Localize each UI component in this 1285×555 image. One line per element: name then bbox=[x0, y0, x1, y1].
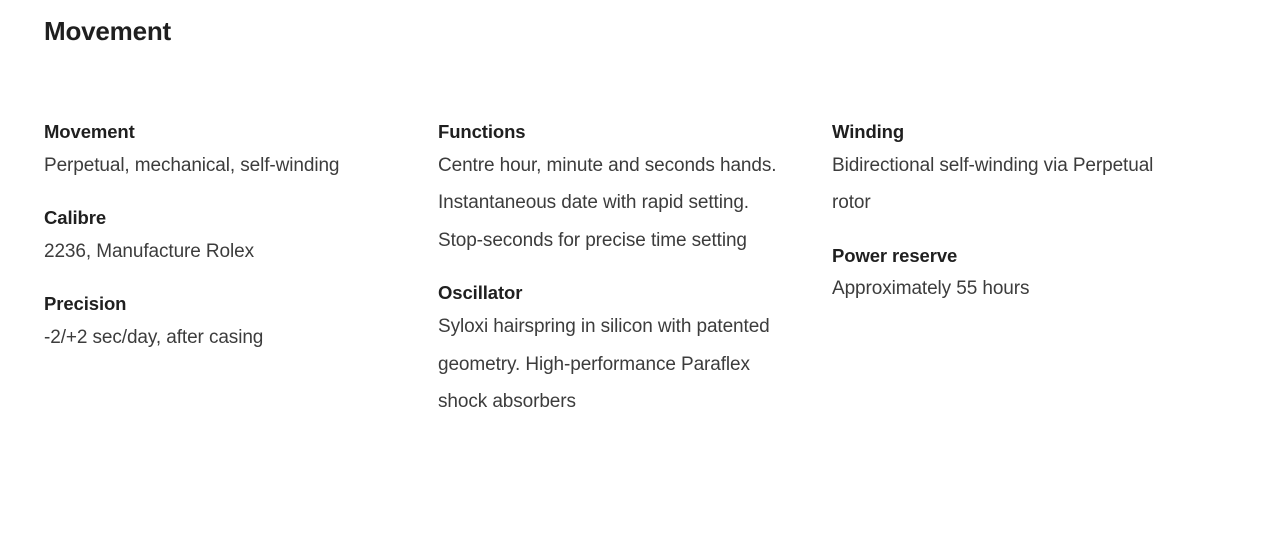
spec-item bbox=[832, 244, 1186, 308]
specs-column-right bbox=[832, 120, 1226, 308]
spec-item bbox=[438, 281, 792, 420]
specs-column-left bbox=[44, 120, 438, 357]
spec-value: -2/+2 sec/day, after casing bbox=[44, 327, 264, 348]
spec-value: Centre hour, minute and seconds hands. Instantaneous date with rapid setting. Stop-seconds for precise time setting bbox=[438, 154, 777, 251]
spec-value: Approximately 55 hours bbox=[832, 278, 1030, 300]
spec-label: Calibre bbox=[44, 207, 107, 229]
spec-item bbox=[44, 206, 398, 270]
spec-value: Syloxi hairspring in silicon with patented geometry. High-performance Paraflex shock absorbers bbox=[438, 316, 770, 413]
spec-label: Functions bbox=[438, 121, 526, 142]
spec-value: 2236, Manufacture Rolex bbox=[44, 240, 254, 262]
page-title: Movement bbox=[44, 16, 171, 46]
spec-label: Winding bbox=[832, 121, 905, 142]
spec-item bbox=[44, 292, 398, 356]
spec-label: Precision bbox=[44, 293, 127, 315]
specs-columns bbox=[44, 120, 1244, 421]
spec-label: Oscillator bbox=[438, 282, 523, 304]
specs-column-middle bbox=[438, 120, 832, 421]
spec-value: Bidirectional self-winding via Perpetual rotor bbox=[832, 154, 1154, 214]
spec-item bbox=[44, 120, 398, 184]
spec-label: Power reserve bbox=[832, 244, 958, 266]
spec-item bbox=[438, 120, 792, 259]
spec-value: Perpetual, mechanical, self-winding bbox=[44, 154, 340, 176]
spec-item bbox=[832, 120, 1186, 222]
spec-label: Movement bbox=[44, 121, 135, 142]
